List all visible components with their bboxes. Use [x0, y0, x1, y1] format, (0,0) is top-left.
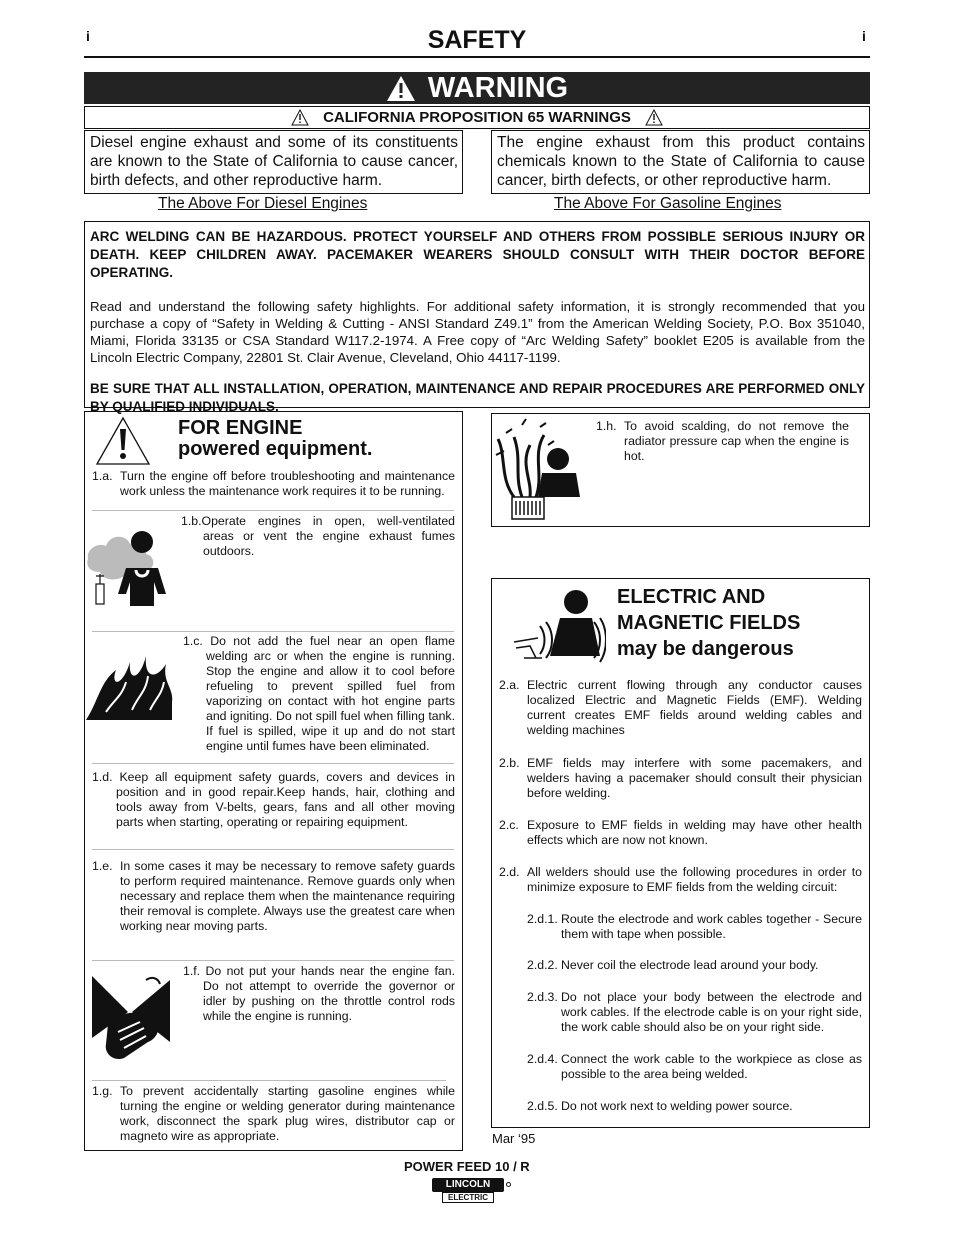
engine-item-1g: 1.g. To prevent accidentally starting gasoline engines while turning the engine or welding generator during maintenance work, disconnect the spark plug wires, distributor cap or magneto wire as appropriate.	[92, 1084, 455, 1143]
emf-item-2d5: 2.d.5. Do not work next to welding power source.	[527, 1099, 793, 1113]
emf-item-2a: 2.a. Electric current flowing through any conductor causes localized Electric and Magnetic Fields (EMF). Welding current creates EMF fields around welding cables and welding machines	[499, 678, 862, 737]
gasoline-caption: The Above For Gasoline Engines	[554, 195, 782, 212]
divider	[92, 631, 454, 632]
gasoline-warning-box: The engine exhaust from this product contains chemicals known to the State of California to cause cancer, birth defects, or other reproductive harm.	[491, 130, 870, 194]
emf-item-2c: 2.c. Exposure to EMF fields in welding may have other health effects which are now not known.	[499, 818, 862, 847]
emf-item-2d1: 2.d.1. Route the electrode and work cables together - Secure them with tape when possible.	[527, 912, 862, 941]
prop65-title: CALIFORNIA PROPOSITION 65 WARNINGS	[323, 109, 631, 126]
engine-subheading: powered equipment.	[178, 438, 373, 460]
page-number-left: i	[86, 28, 90, 44]
page-number-right: i	[862, 28, 866, 44]
engine-heading: FOR ENGINE	[178, 417, 303, 439]
registered-mark-icon	[506, 1182, 511, 1187]
warning-banner	[84, 72, 870, 104]
title-rule	[84, 56, 870, 58]
qualified-notice: BE SURE THAT ALL INSTALLATION, OPERATION, MAINTENANCE AND REPAIR PROCEDURES ARE PERFORMED ONLY BY QUALIFIED INDIVIDUALS.	[90, 381, 865, 414]
emf-heading-line: ELECTRIC AND	[617, 586, 766, 608]
engine-item-1d: 1.d. Keep all equipment safety guards, covers and devices in position and in good repair.Keep hands, hair, clothing and tools away from V-belts, gears, fans and all other moving parts when starting, operating or repairing equipment.	[92, 770, 455, 829]
engine-item-1a: 1.a. Turn the engine off before troubleshooting and maintenance work unless the maintenance work requires it to be running.	[92, 469, 455, 498]
warning-triangle-icon	[386, 75, 416, 102]
emf-item-2d: 2.d. All welders should use the following procedures in order to minimize exposure to EMF fields from the welding circuit:	[499, 865, 862, 894]
emf-heading	[617, 584, 800, 662]
prop65-header	[84, 106, 870, 129]
divider	[92, 1080, 446, 1081]
emf-heading-line: MAGNETIC FIELDS	[617, 612, 801, 634]
divider	[92, 960, 454, 961]
caution-triangle-icon	[291, 109, 309, 126]
emf-item-2b: 2.b. EMF fields may interfere with some pacemakers, and welders having a pacemaker should consult their physician before welding.	[499, 756, 862, 800]
warning-label: WARNING	[427, 71, 569, 104]
emf-welder-icon	[510, 586, 606, 666]
arc-headline: ARC WELDING CAN BE HAZARDOUS. PROTECT YOURSELF AND OTHERS FROM POSSIBLE SERIOUS INJURY OR DEATH. KEEP CHILDREN AWAY. PACEMAKER WEARERS SHOULD CONSULT WITH THEIR DOCTOR BEFORE OPERATING.	[90, 229, 865, 280]
exhaust-fumes-icon	[86, 524, 174, 610]
divider	[92, 510, 454, 511]
arc-welding-warning	[84, 221, 870, 414]
diesel-caption: The Above For Diesel Engines	[158, 195, 368, 212]
svg-text:~: ~	[552, 630, 558, 637]
divider	[92, 763, 454, 764]
exclamation-triangle-icon	[95, 416, 151, 466]
flames-icon	[86, 652, 174, 722]
product-name: POWER FEED 10 / R	[404, 1159, 530, 1174]
hand-fan-icon	[88, 972, 174, 1062]
arc-body: Read and understand the following safety highlights. For additional safety information, it is strongly recommended that you purchase a copy of “Safety in Welding & Cutting - ANSI Standard Z49.1” from the American Welding Society, P.O. Box 351040, Miami, Florida 33135 or CSA Standard W117.2-1974. A Free copy of “Arc Welding Safety” booklet E205 is available from the Lincoln Electric Company, 22801 St. Clair Avenue, Cleveland, Ohio 44117-1199.	[90, 299, 865, 365]
revision-date: Mar ‘95	[492, 1131, 536, 1146]
divider	[92, 849, 454, 850]
emf-item-2d2: 2.d.2. Never coil the electrode lead around your body.	[527, 958, 819, 972]
engine-item-1h: 1.h. To avoid scalding, do not remove the radiator pressure cap when the engine is hot.	[596, 419, 849, 463]
emf-heading-line: may be dangerous	[617, 638, 794, 660]
logo-top: LINCOLN	[432, 1178, 504, 1192]
emf-item-2d4: 2.d.4. Connect the work cable to the workpiece as close as possible to the area being welded.	[527, 1052, 862, 1081]
engine-item-1c: 1.c. Do not add the fuel near an open flame welding arc or when the engine is running. Stop the engine and allow it to cool before refueling to prevent spilled fuel from vaporizing on contact with hot engine parts and igniting. Do not spill fuel when filling tank. If fuel is spilled, wipe it up and do not start engine until fumes have been eliminated.	[183, 634, 455, 753]
page-title: SAFETY	[427, 26, 527, 54]
engine-item-1e: 1.e. In some cases it may be necessary to remove safety guards to perform required maintenance. Remove guards only when necessary and replace them when the maintenance requiring their removal is complete. Always use the greatest care when working near moving parts.	[92, 859, 455, 933]
engine-item-1b: 1.b.Operate engines in open, well-ventilated areas or vent the engine exhaust fumes outdoors.	[181, 514, 455, 558]
caution-triangle-icon	[645, 109, 663, 126]
emf-item-2d3: 2.d.3. Do not place your body between the electrode and work cables. If the electrode cable is on your right side, the work cable should also be on your right side.	[527, 990, 862, 1034]
engine-item-1f: 1.f. Do not put your hands near the engine fan. Do not attempt to override the governor or idler by pushing on the throttle control rods while the engine is running.	[183, 964, 456, 1023]
logo-bottom: ELECTRIC	[442, 1192, 494, 1203]
diesel-warning-box: Diesel engine exhaust and some of its constituents are known to the State of California to cause cancer, birth defects, and other reproductive harm.	[84, 130, 463, 194]
steam-scalding-icon	[492, 415, 584, 523]
lincoln-electric-logo	[432, 1178, 510, 1206]
